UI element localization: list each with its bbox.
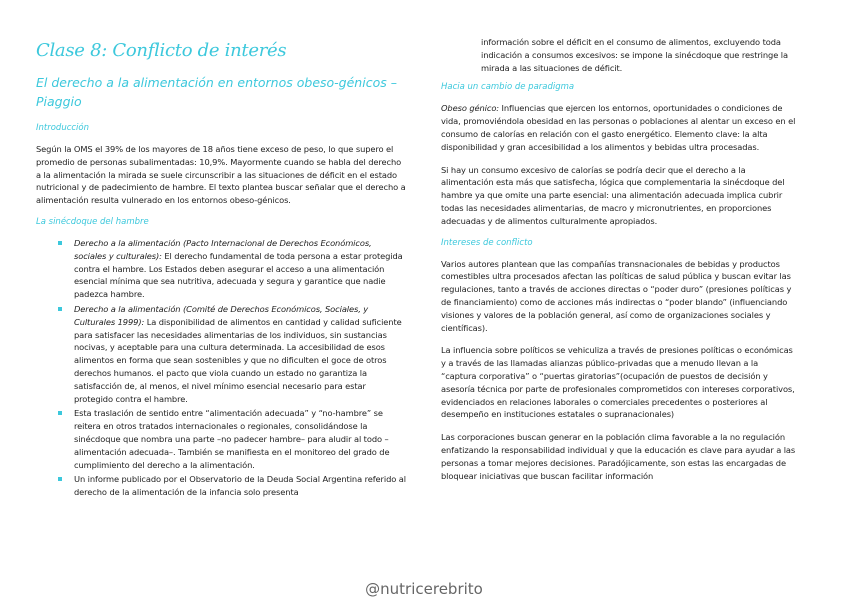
bullet-text: La disponibilidad de alimentos en cantidad y calidad suficiente para satisfacer las necesidades alimentarias de los individuos, sin sustancias nocivas, y aceptable para una cultura determinada. La accesibilidad de esos alimentos en forma que sean sostenibles y que no dificulten el goce de otros derechos humanos. el pacto que viola cuando un estado no garantiza la satisfacción de, al menos, el nivel mínimo esencial necesario para estar protegido contra el hambre. (74, 316, 402, 404)
bullet-list (36, 237, 406, 499)
conflict-heading: Intereses de conflicto (441, 237, 533, 248)
right-column (441, 36, 796, 492)
continued-paragraph: información sobre el déficit en el consumo de alimentos, excluyendo toda indicación a consumos excesivos: se impone la sinécdoque que restringe la mirada a las situaciones de déficit. (481, 37, 788, 73)
calories-paragraph: Si hay un consumo excesivo de calorías se podría decir que el derecho a la alimentación esta más que satisfecha, lógica que complementaria la sinécdoque del hambre ya que omite una parte esencial: una alimentación adecuada implica cubrir todas las necesidades alimentarias, de macro y micronutrientes, en proporciones adecuadas y de alimentos culturalmente apropiados. (441, 164, 785, 226)
page-title: Clase 8: Conflicto de interés (36, 40, 287, 61)
obeso-term: Obeso génico: (441, 103, 500, 114)
sinecdoque-heading: La sinécdoque del hambre (36, 216, 149, 227)
bullet-text: Un informe publicado por el Observatorio de la Deuda Social Argentina referido al derecho de la alimentación de la infancia solo presenta (74, 474, 406, 498)
list-item (58, 303, 406, 405)
paradigm-heading: Hacia un cambio de paradigma (441, 82, 575, 93)
intro-heading: Introducción (36, 123, 90, 133)
list-item (58, 473, 406, 499)
bullet-icon (58, 411, 62, 415)
bullet-icon (58, 241, 62, 245)
companies-paragraph: Varios autores plantean que las compañías transnacionales de bebidas y productos comestibles ultra procesados afectan las políticas de salud pública y buscan evitar las regulaciones, tanto a través de acciones directas o “poder duro” (presiones políticas y de financiamiento) como de acciones más indirectas o “poder blando” (influenciando visiones y valores de la población general, así como de organizaciones sociales y científicas). (441, 258, 792, 333)
list-item (58, 407, 406, 471)
bullet-text: Esta traslación de sentido entre “alimentación adecuada” y “no-hambre” se reitera en otros tratados internacionales o regionales, consolidándose la sinécdoque que nombra una parte –no padecer hambre– para aludir al todo –alimentación adecuada–. También se manifiesta en el monitoreo del grado de cumplimiento del derecho a la alimentación. (74, 408, 390, 470)
bullet-italic-lead: Derecho a la alimentación (Pacto Internacional de Derechos Económicos, sociales y culturales): (74, 237, 372, 261)
corporations-paragraph: Las corporaciones buscan generar en la población clima favorable a la no regulación enfatizando la responsabilidad individual y que la educación es clave para ayudar a las personas a tomar mejores decisiones. Paradójicamente, son estas las encargadas de bloquear iniciativas que buscan facilitar información (441, 432, 796, 481)
obeso-paragraph (441, 102, 796, 153)
bullet-icon (58, 307, 62, 311)
bullet-icon (58, 477, 62, 481)
influence-paragraph: La influencia sobre políticos se vehiculiza a través de presiones políticas o económicas y a través de las llamadas alianzas público-privadas que a menudo llevan a la “captura corporativa” o “puertas giratorias”(ocupación de puestos de decisión y asesoría técnica por parte de profesionales comprometidos con intereses corporativos, evidenciados en relaciones laborales o comerciales precedentes o posteriores al desempeño en instituciones estatales o supranacionales) (441, 345, 795, 420)
left-column (36, 40, 406, 501)
list-item (58, 237, 406, 301)
intro-paragraph: Según la OMS el 39% de los mayores de 18 años tiene exceso de peso, lo que supero el promedio de personas subalimentadas: 10,9%. Mayormente cuando se habla del derecho a la alimentación la mirada se suele circunscribir a las situaciones de déficit en el estado nutricional y de padecimiento de hambre. El texto plantea buscar señalar que el derecho a alimentación resulta vulnerado en los entornos obeso-génicos. (36, 144, 406, 206)
obeso-definition: Influencias que ejercen los entornos, oportunidades o condiciones de vida, promoviéndola obesidad en las personas o poblaciones al alentar un exceso en el consumo de calorías en relación con el gasto energético. Elemento clave: la alta disponibilidad y gran accesibilidad a los alimentos y bebidas ultra procesadas. (441, 103, 796, 152)
bullet-text: El derecho fundamental de toda persona a estar protegida contra el hambre. Los Estados deben asegurar el acceso a una alimentación esencial mínima que sea nutritiva, adecuada y segura y garantice que nadie padezca hambre. (74, 250, 403, 300)
footer-watermark: @nutricerebrito (365, 580, 483, 598)
document-subtitle: El derecho a la alimentación en entornos obeso-génicos – Piaggio (36, 75, 397, 109)
bullet-italic-lead: Derecho a la alimentación (Comité de Derechos Económicos, Sociales, y Culturales 1999): (74, 303, 369, 327)
